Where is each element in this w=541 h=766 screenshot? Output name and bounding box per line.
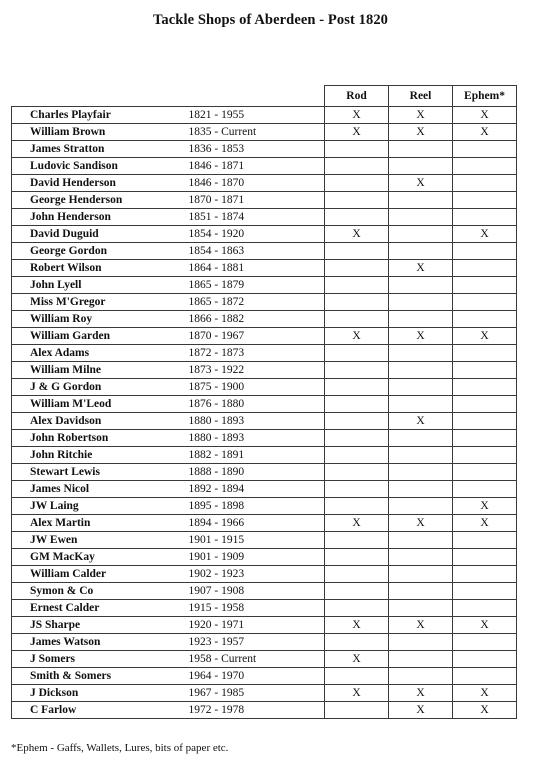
rod-mark-cell [325, 549, 389, 566]
reel-mark-cell [389, 345, 453, 362]
table-row [12, 311, 517, 328]
column-header-rod: Rod [325, 86, 389, 107]
table-row [12, 192, 517, 209]
reel-mark-cell [389, 277, 453, 294]
shop-name-cell: William M'Leod [12, 396, 165, 413]
table-row [12, 430, 517, 447]
shop-name-cell: David Duguid [12, 226, 165, 243]
shop-dates-cell: 1866 - 1882 [165, 311, 325, 328]
reel-mark-cell [389, 396, 453, 413]
shop-name-cell: Robert Wilson [12, 260, 165, 277]
rod-mark-cell [325, 192, 389, 209]
table-row [12, 277, 517, 294]
reel-mark-cell [389, 311, 453, 328]
rod-mark-cell: X [325, 515, 389, 532]
shop-name-cell: C Farlow [12, 702, 165, 719]
rod-mark-cell [325, 634, 389, 651]
table-row [12, 515, 517, 532]
reel-mark-cell [389, 651, 453, 668]
ephem-mark-cell [453, 413, 517, 430]
reel-mark-cell: X [389, 685, 453, 702]
ephem-mark-cell [453, 396, 517, 413]
shop-name-cell: JS Sharpe [12, 617, 165, 634]
rod-mark-cell [325, 260, 389, 277]
tackle-shops-table [11, 85, 517, 719]
page-title: Tackle Shops of Aberdeen - Post 1820 [152, 12, 389, 28]
table-row [12, 583, 517, 600]
shop-name-cell: William Milne [12, 362, 165, 379]
table-row [12, 447, 517, 464]
rod-mark-cell [325, 481, 389, 498]
reel-mark-cell [389, 243, 453, 260]
ephem-mark-cell [453, 362, 517, 379]
shop-name-cell: William Roy [12, 311, 165, 328]
ephem-mark-cell: X [453, 685, 517, 702]
table-header [12, 86, 517, 107]
rod-mark-cell [325, 311, 389, 328]
shop-name-cell: James Stratton [12, 141, 165, 158]
shop-dates-cell: 1882 - 1891 [165, 447, 325, 464]
table-row [12, 107, 517, 124]
shop-dates-cell: 1821 - 1955 [165, 107, 325, 124]
rod-mark-cell [325, 498, 389, 515]
shop-dates-cell: 1836 - 1853 [165, 141, 325, 158]
rod-mark-cell [325, 243, 389, 260]
table-row [12, 328, 517, 345]
ephem-mark-cell [453, 464, 517, 481]
shop-name-cell: William Brown [12, 124, 165, 141]
shop-dates-cell: 1865 - 1872 [165, 294, 325, 311]
table-row [12, 634, 517, 651]
rod-mark-cell: X [325, 226, 389, 243]
shop-dates-cell: 1967 - 1985 [165, 685, 325, 702]
shop-dates-cell: 1875 - 1900 [165, 379, 325, 396]
shop-name-cell: JW Ewen [12, 532, 165, 549]
shop-dates-cell: 1892 - 1894 [165, 481, 325, 498]
table-row [12, 294, 517, 311]
table-row [12, 702, 517, 719]
rod-mark-cell: X [325, 328, 389, 345]
shop-name-cell: Miss M'Gregor [12, 294, 165, 311]
reel-mark-cell [389, 600, 453, 617]
table-row [12, 685, 517, 702]
footnote: *Ephem - Gaffs, Wallets, Lures, bits of paper etc. [11, 742, 229, 754]
ephem-mark-cell: X [453, 498, 517, 515]
table-row [12, 464, 517, 481]
reel-mark-cell [389, 464, 453, 481]
rod-mark-cell [325, 345, 389, 362]
reel-mark-cell: X [389, 515, 453, 532]
ephem-mark-cell [453, 345, 517, 362]
reel-mark-cell [389, 566, 453, 583]
rod-mark-cell [325, 362, 389, 379]
table-row [12, 651, 517, 668]
ephem-mark-cell [453, 277, 517, 294]
rod-mark-cell [325, 158, 389, 175]
rod-mark-cell [325, 600, 389, 617]
rod-mark-cell [325, 702, 389, 719]
reel-mark-cell [389, 532, 453, 549]
rod-mark-cell [325, 464, 389, 481]
reel-mark-cell [389, 192, 453, 209]
shop-name-cell: Alex Adams [12, 345, 165, 362]
ephem-mark-cell [453, 209, 517, 226]
shop-name-cell: William Calder [12, 566, 165, 583]
rod-mark-cell [325, 141, 389, 158]
reel-mark-cell [389, 294, 453, 311]
column-header-reel: Reel [389, 86, 453, 107]
table-row [12, 243, 517, 260]
rod-mark-cell [325, 566, 389, 583]
ephem-mark-cell: X [453, 702, 517, 719]
ephem-mark-cell [453, 481, 517, 498]
reel-mark-cell: X [389, 260, 453, 277]
ephem-mark-cell [453, 549, 517, 566]
table-row [12, 226, 517, 243]
table-row [12, 260, 517, 277]
shop-name-cell: Alex Davidson [12, 413, 165, 430]
shop-dates-cell: 1835 - Current [165, 124, 325, 141]
shop-dates-cell: 1958 - Current [165, 651, 325, 668]
rod-mark-cell [325, 209, 389, 226]
ephem-mark-cell: X [453, 515, 517, 532]
rod-mark-cell [325, 277, 389, 294]
table-body [12, 107, 517, 719]
rod-mark-cell: X [325, 685, 389, 702]
shop-name-cell: Stewart Lewis [12, 464, 165, 481]
table-row [12, 617, 517, 634]
ephem-mark-cell [453, 243, 517, 260]
shop-name-cell: JW Laing [12, 498, 165, 515]
shop-dates-cell: 1851 - 1874 [165, 209, 325, 226]
rod-mark-cell [325, 379, 389, 396]
shop-name-cell: James Nicol [12, 481, 165, 498]
reel-mark-cell: X [389, 107, 453, 124]
shop-dates-cell: 1880 - 1893 [165, 413, 325, 430]
shop-dates-cell: 1888 - 1890 [165, 464, 325, 481]
shop-name-cell: Smith & Somers [12, 668, 165, 685]
ephem-mark-cell [453, 294, 517, 311]
reel-mark-cell: X [389, 328, 453, 345]
shop-dates-cell: 1846 - 1870 [165, 175, 325, 192]
shop-dates-cell: 1894 - 1966 [165, 515, 325, 532]
ephem-mark-cell [453, 311, 517, 328]
shop-name-cell: John Lyell [12, 277, 165, 294]
shop-name-cell: George Gordon [12, 243, 165, 260]
reel-mark-cell [389, 379, 453, 396]
shop-name-cell: William Garden [12, 328, 165, 345]
reel-mark-cell [389, 634, 453, 651]
ephem-mark-cell [453, 192, 517, 209]
table-row [12, 345, 517, 362]
shop-name-cell: James Watson [12, 634, 165, 651]
table-row [12, 549, 517, 566]
rod-mark-cell [325, 175, 389, 192]
shop-dates-cell: 1901 - 1915 [165, 532, 325, 549]
reel-mark-cell: X [389, 175, 453, 192]
shop-name-cell: Charles Playfair [12, 107, 165, 124]
rod-mark-cell: X [325, 617, 389, 634]
shop-dates-cell: 1854 - 1920 [165, 226, 325, 243]
shop-dates-cell: 1854 - 1863 [165, 243, 325, 260]
shop-name-cell: George Henderson [12, 192, 165, 209]
reel-mark-cell [389, 668, 453, 685]
reel-mark-cell [389, 209, 453, 226]
table-row [12, 600, 517, 617]
reel-mark-cell [389, 447, 453, 464]
ephem-mark-cell [453, 634, 517, 651]
shop-dates-cell: 1901 - 1909 [165, 549, 325, 566]
shop-dates-cell: 1870 - 1967 [165, 328, 325, 345]
table-row [12, 362, 517, 379]
shop-dates-cell: 1873 - 1922 [165, 362, 325, 379]
table-row [12, 379, 517, 396]
ephem-mark-cell [453, 260, 517, 277]
shop-dates-cell: 1915 - 1958 [165, 600, 325, 617]
reel-mark-cell: X [389, 124, 453, 141]
table-row [12, 481, 517, 498]
shop-dates-cell: 1902 - 1923 [165, 566, 325, 583]
table-row [12, 158, 517, 175]
rod-mark-cell [325, 294, 389, 311]
table-row [12, 124, 517, 141]
reel-mark-cell [389, 362, 453, 379]
shop-name-cell: David Henderson [12, 175, 165, 192]
reel-mark-cell: X [389, 617, 453, 634]
shop-dates-cell: 1865 - 1879 [165, 277, 325, 294]
reel-mark-cell: X [389, 413, 453, 430]
reel-mark-cell [389, 226, 453, 243]
shop-name-cell: John Robertson [12, 430, 165, 447]
rod-mark-cell [325, 668, 389, 685]
shop-name-cell: John Ritchie [12, 447, 165, 464]
ephem-mark-cell: X [453, 124, 517, 141]
shop-name-cell: GM MacKay [12, 549, 165, 566]
ephem-mark-cell [453, 583, 517, 600]
ephem-mark-cell [453, 566, 517, 583]
shop-dates-cell: 1880 - 1893 [165, 430, 325, 447]
table-row [12, 396, 517, 413]
rod-mark-cell: X [325, 651, 389, 668]
table-row [12, 498, 517, 515]
shop-name-cell: Ludovic Sandison [12, 158, 165, 175]
rod-mark-cell [325, 583, 389, 600]
shop-dates-cell: 1920 - 1971 [165, 617, 325, 634]
table-row [12, 175, 517, 192]
reel-mark-cell [389, 498, 453, 515]
ephem-mark-cell: X [453, 328, 517, 345]
ephem-mark-cell [453, 668, 517, 685]
shop-name-cell: J & G Gordon [12, 379, 165, 396]
reel-mark-cell [389, 158, 453, 175]
table-row [12, 413, 517, 430]
ephem-mark-cell: X [453, 617, 517, 634]
reel-mark-cell [389, 549, 453, 566]
rod-mark-cell [325, 532, 389, 549]
shop-dates-cell: 1907 - 1908 [165, 583, 325, 600]
shop-name-cell: J Somers [12, 651, 165, 668]
shop-dates-cell: 1923 - 1957 [165, 634, 325, 651]
ephem-mark-cell [453, 600, 517, 617]
table-row [12, 532, 517, 549]
rod-mark-cell [325, 413, 389, 430]
table-row [12, 141, 517, 158]
table-row [12, 209, 517, 226]
shop-dates-cell: 1964 - 1970 [165, 668, 325, 685]
shop-dates-cell: 1864 - 1881 [165, 260, 325, 277]
ephem-mark-cell [453, 430, 517, 447]
shop-name-cell: J Dickson [12, 685, 165, 702]
ephem-mark-cell [453, 379, 517, 396]
shop-dates-cell: 1876 - 1880 [165, 396, 325, 413]
shop-name-cell: Ernest Calder [12, 600, 165, 617]
ephem-mark-cell [453, 141, 517, 158]
shop-dates-cell: 1846 - 1871 [165, 158, 325, 175]
ephem-mark-cell [453, 158, 517, 175]
reel-mark-cell [389, 430, 453, 447]
shop-name-cell: Symon & Co [12, 583, 165, 600]
shop-dates-cell: 1870 - 1871 [165, 192, 325, 209]
header-row [12, 86, 517, 107]
table-row [12, 668, 517, 685]
reel-mark-cell [389, 481, 453, 498]
rod-mark-cell [325, 430, 389, 447]
ephem-mark-cell [453, 175, 517, 192]
rod-mark-cell: X [325, 107, 389, 124]
shop-dates-cell: 1895 - 1898 [165, 498, 325, 515]
shop-name-cell: Alex Martin [12, 515, 165, 532]
rod-mark-cell: X [325, 124, 389, 141]
shop-name-cell: John Henderson [12, 209, 165, 226]
ephem-mark-cell [453, 651, 517, 668]
shop-dates-cell: 1872 - 1873 [165, 345, 325, 362]
reel-mark-cell [389, 141, 453, 158]
table-row [12, 566, 517, 583]
header-blank-cell [12, 86, 325, 107]
ephem-mark-cell: X [453, 107, 517, 124]
ephem-mark-cell [453, 532, 517, 549]
rod-mark-cell [325, 447, 389, 464]
shop-dates-cell: 1972 - 1978 [165, 702, 325, 719]
ephem-mark-cell: X [453, 226, 517, 243]
reel-mark-cell [389, 583, 453, 600]
rod-mark-cell [325, 396, 389, 413]
column-header-ephem: Ephem* [453, 86, 517, 107]
reel-mark-cell: X [389, 702, 453, 719]
ephem-mark-cell [453, 447, 517, 464]
